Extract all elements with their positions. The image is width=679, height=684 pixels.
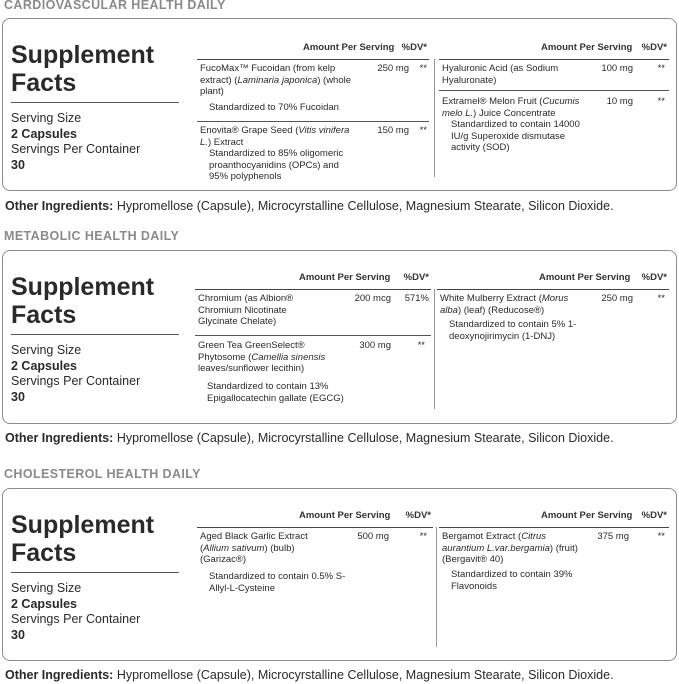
serving-info [11,111,140,173]
facts-title-line1: Supplement [11,273,155,301]
section-title-metabolic: METABOLIC HEALTH DAILY [4,229,180,243]
serving-info [11,343,140,405]
ingredient-latin-name: Citrus [521,531,547,542]
daily-value-header: %DV* [403,272,429,283]
other-ingredients-label: Other Ingredients: [5,668,114,682]
ingredient-latin-name: Morus [541,293,569,304]
row-divider [195,335,431,336]
amount-per-serving-header: Amount Per Serving [541,42,633,53]
supplement-facts-panel-metabolic [2,250,677,424]
ingredient-name: (Bergavit® 40) [442,554,504,565]
ingredient-standardization [451,569,572,592]
ingredient-latin-name: L. [200,136,208,148]
ingredient-name: Glycinate Chelate) [198,316,277,327]
daily-value-header: %DV* [405,510,431,521]
column-header [195,268,431,286]
ingredient-dv: ** [657,531,665,542]
ingredient-latin-name: Cucumis [542,96,580,107]
ingredient-dv: ** [419,125,427,136]
standardization-line: 95% polyphenols [209,171,282,182]
ingredient-name: plant) [200,86,224,97]
column-header [439,38,669,56]
column-divider [436,527,437,647]
daily-value-header: %DV* [641,272,667,283]
ingredient-name: Extramel® Melon Fruit ( [442,96,543,107]
standardization-line: Standardized to contain 5% 1- [449,319,577,330]
ingredients-column-right [439,42,669,185]
standardization-line: IU/g Superoxide dismutase [451,130,566,142]
ingredient-row [439,96,669,166]
supplement-facts-panel-cholesterol [2,488,677,661]
other-ingredients-label: Other Ingredients: [5,199,114,213]
ingredient-standardization [207,381,344,404]
supplement-facts-heading [11,273,179,335]
ingredients-column-right [437,272,669,417]
supplement-facts-heading [11,511,179,573]
ingredient-amount: 250 mg [377,63,409,74]
daily-value-header: %DV* [641,510,667,521]
column-divider [434,59,435,177]
serving-size-label: Serving Size [11,581,82,595]
standardization-line: activity (SOD) [451,142,510,153]
other-ingredients [5,668,614,682]
standardization-line: Flavonoids [451,580,497,592]
ingredient-standardization [449,319,576,342]
ingredient-name: Hyaluronic Acid (as Sodium [442,63,559,74]
standardization-line: Standardized to contain 14000 [451,119,580,130]
ingredient-name: ) (whole [317,74,352,86]
ingredient-row [195,340,431,410]
standardization-line: Allyl-L-Cysteine [209,582,275,594]
ingredients-column-left [197,510,433,655]
ingredient-dv: 571% [404,293,429,304]
ingredient-name: ) Extract [207,136,244,148]
ingredient-latin-name: Vitis vinifera [298,125,350,136]
other-ingredients [5,199,614,213]
ingredient-amount: 200 mcg [354,293,391,304]
standardization-line: proanthocyanidins (OPCs) and [209,159,339,171]
ingredient-row [437,293,669,363]
other-ingredients-text: Hypromellose (Capsule), Microcyrstalline Cellulose, Magnesium Stearate, Silicon Dioxide. [113,199,614,213]
ingredient-name: ) Juice Concentrate [473,107,556,119]
ingredient-amount: 100 mg [601,63,633,74]
ingredient-name: Phytosome ( [198,351,252,363]
serving-info [11,581,140,643]
ingredient-name: Enovita® Grape Seed ( [200,125,299,136]
servings-per-container-label: Servings Per Container [11,612,141,626]
amount-per-serving-header: Amount Per Serving [299,272,391,283]
ingredient-row [439,531,669,601]
ingredient-amount: 150 mg [377,125,409,136]
ingredient-standardization [209,148,343,183]
facts-title-line1: Supplement [11,41,155,69]
servings-per-container-label: Servings Per Container [11,142,141,156]
ingredient-latin-name: Laminaria japonica [237,74,318,86]
ingredient-latin-name: Camellia sinensis [251,351,326,363]
standardization-line: Standardized to contain 0.5% S- [209,571,346,582]
ingredient-dv: ** [657,96,665,107]
ingredient-name: Chromium Nicotinate [198,304,287,316]
servings-per-container-value: 30 [11,389,25,404]
facts-title-line2: Facts [11,539,77,567]
ingredient-standardization [209,571,345,594]
section-title-cardiovascular: CARDIOVASCULAR HEALTH DAILY [4,0,226,12]
ingredient-name: White Mulberry Extract ( [440,293,542,304]
ingredient-name: Bergamot Extract ( [442,531,522,542]
standardization-line: Standardized to contain 13% [207,381,329,392]
ingredient-row [197,531,433,601]
column-header [197,506,433,524]
facts-title-line2: Facts [11,301,77,329]
daily-value-header: %DV* [641,42,667,53]
ingredient-name: Hyaluronate) [442,74,497,86]
ingredients-column-left [197,42,429,185]
standardization-line: Standardized to contain 39% [451,569,573,580]
other-ingredients-label: Other Ingredients: [5,431,114,445]
serving-size-label: Serving Size [11,111,82,125]
column-divider [434,289,435,409]
ingredient-dv: ** [657,63,665,74]
ingredient-name: extract) ( [200,74,238,86]
daily-value-header: %DV* [401,42,427,53]
section-title-cholesterol: CHOLESTEROL HEALTH DAILY [4,467,201,481]
amount-per-serving-header: Amount Per Serving [303,42,395,53]
ingredient-name: ( [200,542,204,554]
ingredient-dv: ** [419,531,427,542]
ingredient-name: Chromium (as Albion® [198,293,294,304]
amount-per-serving-header: Amount Per Serving [541,510,633,521]
facts-title-line1: Supplement [11,511,155,539]
ingredients-column-left [195,272,431,417]
ingredient-name: ) (fruit) [549,542,578,554]
ingredient-amount: 500 mg [357,531,389,542]
row-divider [197,121,429,122]
ingredient-name: ) (leaf) (Reducose®) [457,304,545,316]
amount-per-serving-header: Amount Per Serving [539,272,631,283]
other-ingredients [5,431,614,445]
servings-per-container-label: Servings Per Container [11,374,141,388]
ingredient-latin-name: melo L. [442,107,474,119]
standardization-line: Epigallocatechin gallate (EGCG) [207,392,344,404]
ingredient-row [197,125,429,185]
ingredient-amount: 375 mg [597,531,629,542]
other-ingredients-text: Hypromellose (Capsule), Microcyrstalline Cellulose, Magnesium Stearate, Silicon Dioxide. [113,668,614,682]
supplement-facts-panel-cardiovascular [2,18,677,191]
ingredient-latin-name: alba [440,304,458,316]
ingredient-row [439,63,669,91]
ingredient-standardization [451,119,580,154]
ingredient-name: (Garizac®) [200,554,247,565]
ingredient-name: leaves/sunflower lecithin) [198,363,305,374]
facts-title-line2: Facts [11,69,77,97]
column-header [437,268,669,286]
ingredient-latin-name: aurantium L.var.bergamia [442,542,550,554]
ingredient-amount: 300 mg [359,340,391,351]
amount-per-serving-header: Amount Per Serving [299,510,391,521]
serving-size-label: Serving Size [11,343,82,357]
servings-per-container-value: 30 [11,157,25,172]
ingredient-name: ) (bulb) [264,542,295,554]
ingredient-dv: ** [657,293,665,304]
ingredients-column-right [439,510,669,655]
ingredient-standardization: Standardized to 70% Fucoidan [209,102,339,113]
serving-size-value: 2 Capsules [11,596,78,611]
ingredient-row [197,63,429,123]
serving-size-value: 2 Capsules [11,126,78,141]
column-header [197,38,429,56]
ingredient-amount: 10 mg [606,96,633,107]
other-ingredients-text: Hypromellose (Capsule), Microcyrstalline Cellulose, Magnesium Stearate, Silicon Dioxide. [113,431,614,445]
column-header [439,506,669,524]
ingredient-name: Aged Black Garlic Extract [200,531,308,542]
standardization-line: Standardized to 85% oligomeric [209,148,344,159]
ingredient-row [195,293,431,333]
serving-size-value: 2 Capsules [11,358,78,373]
standardization-line: deoxynojirimycin (1-DNJ) [449,330,556,342]
supplement-facts-heading [11,41,179,103]
servings-per-container-value: 30 [11,627,25,642]
ingredient-dv: ** [417,340,425,351]
ingredient-dv: ** [419,63,427,74]
row-divider [439,90,669,91]
ingredient-latin-name: Allium sativum [203,542,265,554]
ingredient-name: FucoMax™ Fucoidan (from kelp [200,63,336,74]
ingredient-amount: 250 mg [601,293,633,304]
ingredient-name: Green Tea GreenSelect® [198,340,305,351]
